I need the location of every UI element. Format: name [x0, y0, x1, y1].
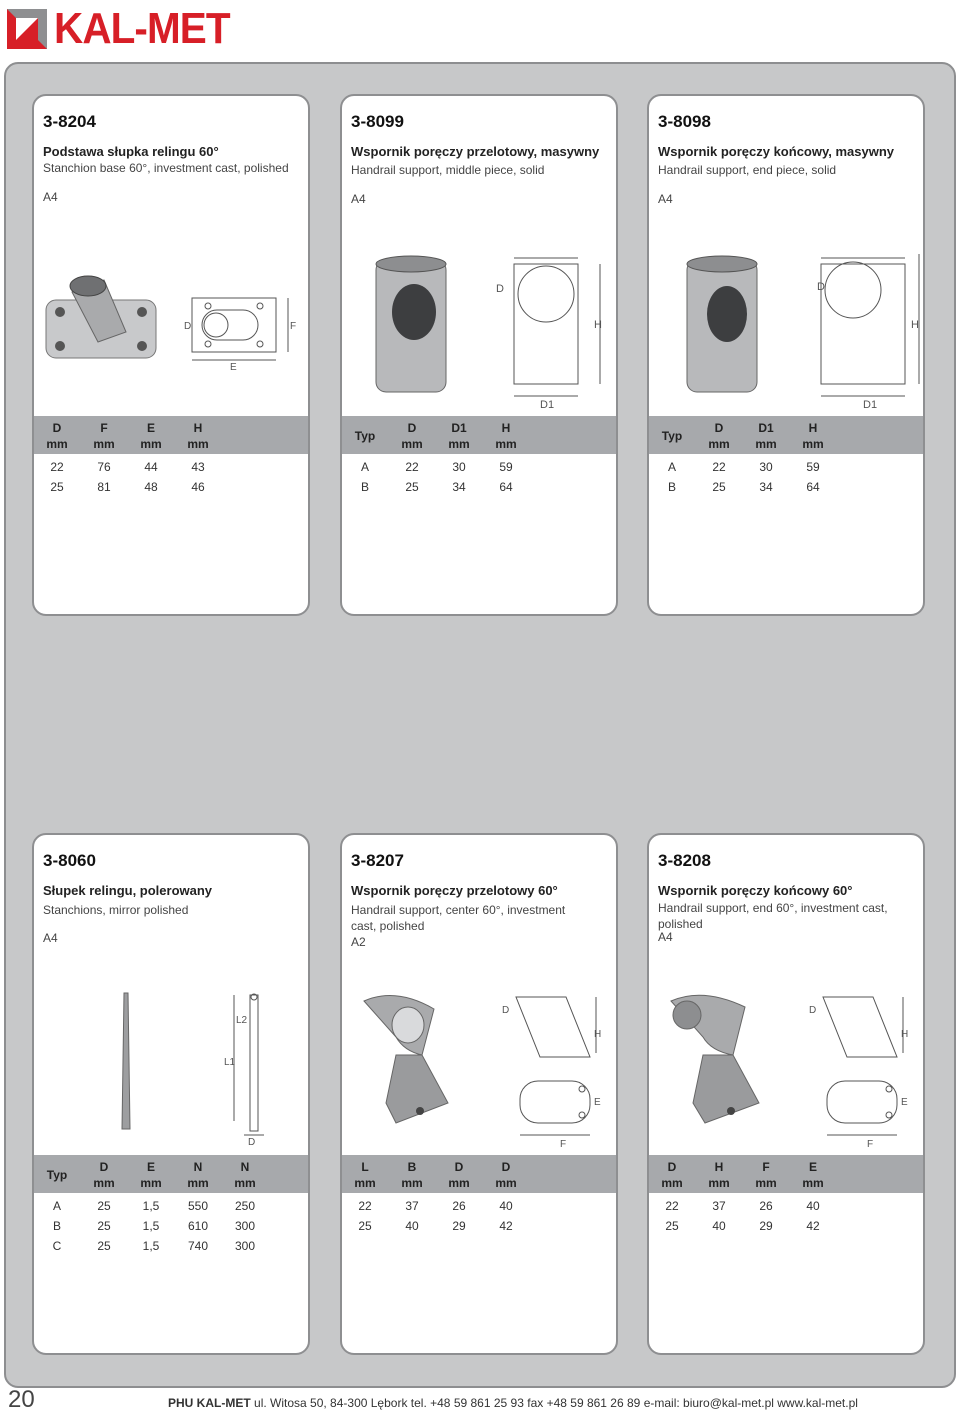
product-title-en: Handrail support, middle piece, solid	[351, 163, 545, 177]
table-cell: 40	[712, 1219, 726, 1233]
table-cell: 37	[405, 1199, 419, 1213]
table-cell: 34	[759, 480, 773, 494]
stanchion-drawing	[114, 989, 274, 1149]
end-support-schematic	[821, 254, 919, 396]
steel-grade: A4	[43, 190, 58, 204]
middle-support-drawing	[370, 250, 610, 410]
table-cell: 26	[759, 1199, 773, 1213]
steel-grade: A2	[351, 935, 366, 949]
table-cell: 76	[97, 460, 111, 474]
col-header: Typ	[354, 429, 376, 443]
table-cell: 25	[97, 1239, 111, 1253]
table-cell: 37	[712, 1199, 726, 1213]
col-header: B mm	[401, 1160, 423, 1190]
product-card-3-8060	[32, 833, 310, 1355]
col-header: L mm	[354, 1160, 376, 1190]
dim-label-l1: L1	[224, 1057, 236, 1068]
product-title-en: Handrail support, center 60°, investment cast, polished	[351, 903, 566, 933]
product-title-pl: Wspornik poręczy przelotowy, masywny	[351, 144, 600, 159]
table-cell: 22	[405, 460, 419, 474]
footer-website[interactable]: www.kal-met.pl	[777, 1396, 858, 1410]
product-title-en: Stanchions, mirror polished	[43, 903, 189, 917]
brand-mark-icon	[4, 6, 50, 52]
table-cell: 22	[50, 460, 64, 474]
dim-label-e: E	[901, 1097, 908, 1108]
table-cell: 26	[452, 1199, 466, 1213]
product-card-3-8099	[340, 94, 618, 616]
product-code: 3-8098	[658, 112, 711, 131]
table-cell: A	[360, 460, 369, 474]
col-header: D mm	[448, 1160, 470, 1190]
product-card-3-8207	[340, 833, 618, 1355]
product-title-pl: Podstawa słupka relingu 60°	[43, 144, 219, 159]
table-cell: 550	[187, 1199, 209, 1213]
brand-name: KAL-MET	[54, 4, 230, 53]
page-number: 20	[8, 1386, 35, 1413]
stanchion-base-photo	[46, 276, 156, 358]
dim-label-h: H	[911, 319, 919, 331]
table-cell: A	[667, 460, 676, 474]
table-cell: 42	[806, 1219, 820, 1233]
product-code: 3-8204	[43, 112, 96, 131]
table-cell: 30	[759, 460, 773, 474]
stanchion-base-drawing	[42, 272, 304, 372]
col-header: D mm	[661, 1160, 683, 1190]
table-cell: 44	[144, 460, 158, 474]
product-code: 3-8208	[658, 851, 711, 870]
col-header: N mm	[234, 1160, 256, 1190]
table-cell: 42	[499, 1219, 513, 1233]
col-header: D1 mm	[755, 421, 777, 451]
steel-grade: A4	[658, 930, 673, 944]
col-header: H mm	[802, 421, 824, 451]
middle-support-schematic	[514, 258, 600, 396]
table-cell: 81	[97, 480, 111, 494]
footer-company: PHU KAL-MET	[168, 1396, 251, 1410]
dim-label-f: F	[867, 1139, 874, 1149]
table-cell: 59	[806, 460, 820, 474]
table-cell: 22	[665, 1199, 679, 1213]
dim-label-d: D	[248, 1137, 256, 1148]
table-cell: C	[52, 1239, 62, 1253]
col-header: E mm	[140, 421, 162, 451]
col-header: Typ	[661, 429, 683, 443]
dim-label-d: D	[496, 283, 504, 295]
col-header: D mm	[495, 1160, 517, 1190]
col-header: D mm	[46, 421, 68, 451]
table-cell: 46	[191, 480, 205, 494]
table-cell: 43	[191, 460, 205, 474]
table-cell: 22	[358, 1199, 372, 1213]
table-cell: 25	[405, 480, 419, 494]
col-header: Typ	[46, 1168, 68, 1182]
table-cell: 610	[187, 1219, 209, 1233]
col-header: D1 mm	[448, 421, 470, 451]
dim-label-d: D	[809, 1005, 817, 1016]
product-title-en: Stanchion base 60°, investment cast, polished	[43, 161, 289, 175]
steel-grade: A4	[351, 192, 366, 206]
end-60-support-photo	[671, 995, 759, 1123]
col-header: H mm	[708, 1160, 730, 1190]
dim-label-f: F	[290, 321, 297, 332]
end-support-photo	[687, 256, 757, 392]
dim-label-h: H	[901, 1029, 909, 1040]
col-header: E mm	[802, 1160, 824, 1190]
end-support-drawing	[677, 250, 921, 410]
dim-label-d: D	[817, 281, 825, 293]
table-cell: 250	[234, 1199, 256, 1213]
brand-logo	[4, 4, 245, 54]
col-header: H mm	[187, 421, 209, 451]
table-cell: 64	[499, 480, 513, 494]
table-cell: B	[52, 1219, 61, 1233]
table-cell: 40	[806, 1199, 820, 1213]
footer-contact	[168, 1396, 858, 1410]
col-header: H mm	[495, 421, 517, 451]
dim-label-h: H	[594, 1029, 602, 1040]
dim-label-l2: L2	[236, 1015, 248, 1026]
table-cell: 25	[50, 480, 64, 494]
dim-label-f: F	[560, 1139, 567, 1149]
table-cell: 48	[144, 480, 158, 494]
product-code: 3-8060	[43, 851, 96, 870]
table-cell: 29	[759, 1219, 773, 1233]
col-header: F mm	[93, 421, 115, 451]
center-support-schematic	[516, 997, 596, 1135]
steel-grade: A4	[658, 192, 673, 206]
dim-label-d1: D1	[863, 399, 878, 410]
end-60-support-schematic	[823, 997, 903, 1135]
steel-grade: A4	[43, 931, 58, 945]
product-title-en: Handrail support, end 60°, investment cast, polished	[658, 901, 888, 931]
table-cell: 25	[97, 1199, 111, 1213]
table-cell: 300	[234, 1219, 256, 1233]
table-cell: 40	[499, 1199, 513, 1213]
dim-label-d: D	[502, 1005, 510, 1016]
table-cell: 1,5	[142, 1239, 160, 1253]
col-header: D mm	[93, 1160, 115, 1190]
product-code: 3-8207	[351, 851, 404, 870]
product-card-3-8208	[647, 833, 925, 1355]
stanchion-base-schematic	[192, 298, 288, 360]
product-card-3-8204	[32, 94, 310, 616]
product-title-pl: Wspornik poręczy końcowy 60°	[658, 883, 853, 898]
table-cell: B	[360, 480, 369, 494]
table-cell: 64	[806, 480, 820, 494]
footer-address: ul. Witosa 50, 84-300 Lębork	[254, 1396, 408, 1410]
table-cell: 300	[234, 1239, 256, 1253]
table-cell: 25	[712, 480, 726, 494]
dim-label-h: H	[594, 319, 602, 331]
center-support-photo	[364, 996, 448, 1123]
product-title-pl: Wspornik poręczy końcowy, masywny	[658, 144, 894, 159]
dim-label-e: E	[594, 1097, 601, 1108]
table-cell: A	[52, 1199, 61, 1213]
table-cell: 30	[452, 460, 466, 474]
table-cell: 740	[187, 1239, 209, 1253]
table-cell: 25	[665, 1219, 679, 1233]
col-header: E mm	[140, 1160, 162, 1190]
end-60-support-drawing	[663, 993, 921, 1149]
middle-support-photo	[376, 256, 446, 392]
stanchion-photo	[122, 993, 130, 1129]
table-cell: 25	[97, 1219, 111, 1233]
table-cell: B	[667, 480, 676, 494]
table-cell: 1,5	[142, 1219, 160, 1233]
col-header: D mm	[401, 421, 423, 451]
product-title-pl: Słupek relingu, polerowany	[43, 883, 213, 898]
center-support-drawing	[356, 993, 614, 1149]
table-cell: 34	[452, 480, 466, 494]
product-title-en: Handrail support, end piece, solid	[658, 163, 837, 177]
product-title-pl: Wspornik poręczy przelotowy 60°	[351, 883, 558, 898]
table-cell: 59	[499, 460, 513, 474]
product-card-3-8098	[647, 94, 925, 616]
col-header: F mm	[755, 1160, 777, 1190]
table-cell: 22	[712, 460, 726, 474]
table-cell: 1,5	[142, 1199, 160, 1213]
footer-tel: tel. +48 59 861 25 93	[410, 1396, 524, 1410]
footer-email[interactable]: e-mail: biuro@kal-met.pl	[643, 1396, 774, 1410]
table-cell: 40	[405, 1219, 419, 1233]
table-cell: 29	[452, 1219, 466, 1233]
dim-label-d1: D1	[540, 399, 555, 410]
table-cell: 25	[358, 1219, 372, 1233]
col-header: D mm	[708, 421, 730, 451]
dim-label-d: D	[184, 321, 192, 332]
dim-label-e: E	[230, 362, 237, 372]
footer-fax: fax +48 59 861 26 89	[527, 1396, 641, 1410]
col-header: N mm	[187, 1160, 209, 1190]
product-code: 3-8099	[351, 112, 404, 131]
